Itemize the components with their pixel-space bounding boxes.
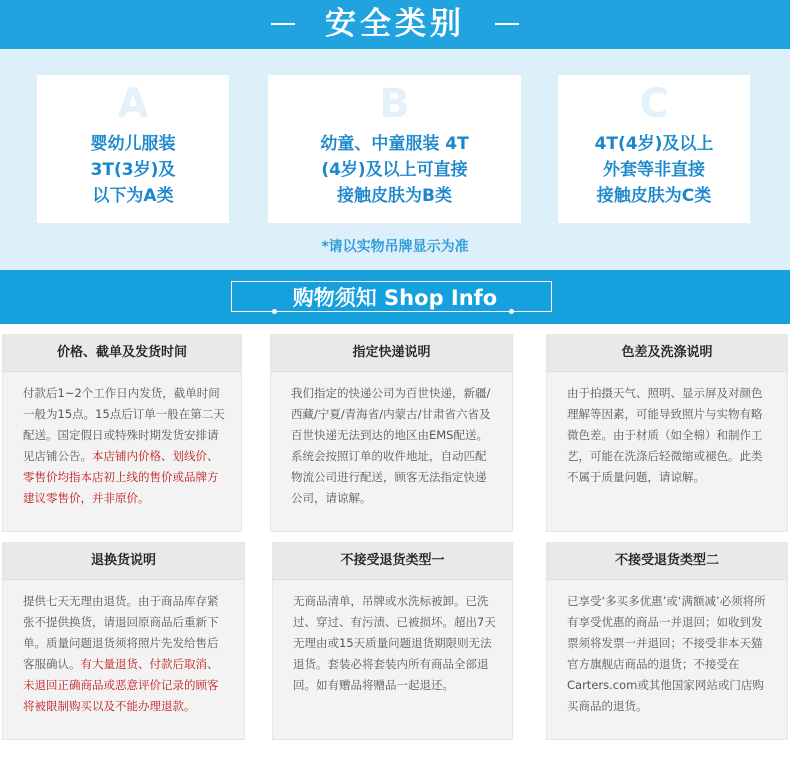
card-line: 婴幼儿服装 xyxy=(90,134,176,154)
card-line: 以下为A类 xyxy=(92,186,174,206)
title-dash-right xyxy=(495,23,519,25)
safety-card-a xyxy=(37,75,229,223)
card-text xyxy=(41,131,225,209)
card-text xyxy=(272,131,517,209)
card-line: 3T(3岁)及 xyxy=(90,160,176,180)
safety-title: 安全类别 xyxy=(325,6,465,42)
card-letter: A xyxy=(117,81,149,127)
box-body xyxy=(293,591,496,696)
card-letter: B xyxy=(379,81,410,127)
box-body xyxy=(291,383,496,509)
safety-card-c xyxy=(558,75,750,223)
shop-info-banner xyxy=(0,270,790,324)
tag-note: *请以实物吊牌显示为准 xyxy=(321,239,469,255)
safety-header-bar xyxy=(0,0,790,49)
box-title: 不接受退货类型一 xyxy=(273,543,512,580)
card-line: 接触皮肤为B类 xyxy=(337,186,452,206)
dot-right xyxy=(509,309,514,314)
box-text: 由于拍摄天气、照明、显示屏及对颜色理解等因素，可能导致照片与实物有略微色差。由于材质（如全棉）和制作工艺，可能在洗涤后轻微缩或褪色。此类不属于质量问题，请谅解。 xyxy=(567,386,763,484)
safety-card-b xyxy=(268,75,521,223)
card-line: 接触皮肤为C类 xyxy=(596,186,712,206)
info-box-color-washing xyxy=(546,334,788,532)
info-box-courier xyxy=(270,334,513,532)
card-line: 外套等非直接 xyxy=(603,160,705,180)
card-text xyxy=(562,131,746,209)
box-body xyxy=(23,591,228,717)
box-text: 提供七天无理由退货。由于商品库存紧张不提供换货，请退回原商品后重新下单。质量问题退货须将照片先发给售后客服确认。 xyxy=(23,594,219,671)
card-line: 幼童、中童服装 4T xyxy=(320,134,469,154)
shop-info-title: 购物须知 Shop Info xyxy=(292,286,498,310)
info-box-price-shipping xyxy=(2,334,242,532)
card-line: 4T(4岁)及以上 xyxy=(594,134,714,154)
box-body xyxy=(23,383,225,509)
box-title: 色差及洗涤说明 xyxy=(547,335,787,372)
box-warning-text: 本店铺内价格、划线价、零售价均指本店初上线的售价或品牌方建议零售价，并非原价。 xyxy=(23,449,219,505)
box-warning-text: 有大量退货、付款后取消、未退回正确商品或恶意评价记录的顾客将被限制购买以及不能办理退款。 xyxy=(23,657,219,713)
box-title: 退换货说明 xyxy=(3,543,244,580)
box-text: 无商品清单，吊牌或水洗标被卸。已洗过、穿过、有污渍、已被损坏。超出7天无理由或15天质量问题退货期限则无法退货。套装必将套装内所有商品全部退回。如有赠品将赠品一起退还。 xyxy=(293,594,496,692)
info-box-no-return-type-2 xyxy=(546,542,788,740)
box-title: 价格、截单及发货时间 xyxy=(3,335,241,372)
safety-section xyxy=(0,0,790,270)
box-body xyxy=(567,383,771,488)
box-body xyxy=(567,591,771,717)
card-letter: C xyxy=(639,81,669,127)
info-box-returns xyxy=(2,542,245,740)
box-title: 指定快递说明 xyxy=(271,335,512,372)
box-text: 付款后1~2个工作日内发货，截单时间一般为15点。15点后订单一般在第二天配送。国定假日或特殊时期发货安排请见店铺公告。 xyxy=(23,386,225,463)
card-line: (4岁)及以上可直接 xyxy=(321,160,468,180)
box-text: 我们指定的快递公司为百世快递，新疆/西藏/宁夏/青海省/内蒙古/甘肃省六省及百世快递无法到达的地区由EMS配送。系统会按照订单的收件地址，自动匹配物流公司进行配送，顾客无法指定快递公司，请谅解。 xyxy=(291,386,491,505)
box-title: 不接受退货类型二 xyxy=(547,543,787,580)
info-box-no-return-type-1 xyxy=(272,542,513,740)
box-text: 已享受‘多买多优惠’或‘满额减’必须将所有享受优惠的商品一并退回；如收到发票须将发票一并退回；不接受非本天猫官方旗舰店商品的退货；不接受在Carters.com或其他国家网站或门店购买商品的退货。 xyxy=(567,594,766,713)
